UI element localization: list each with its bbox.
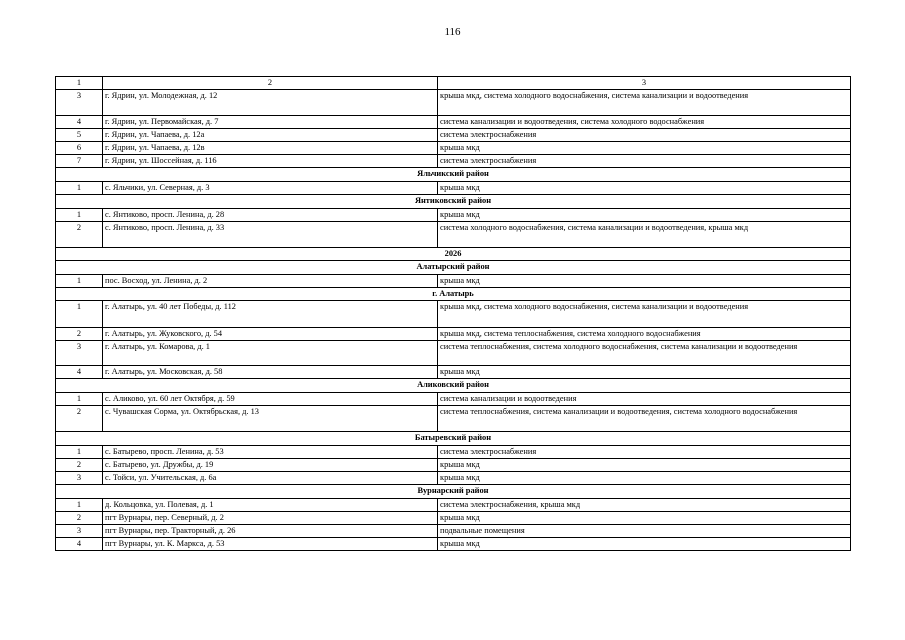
address-cell: г. Алатырь, ул. Жуковского, д. 54: [103, 328, 438, 341]
page-number: 116: [444, 26, 461, 38]
address-cell: с. Янтиково, просп. Ленина, д. 33: [103, 222, 438, 248]
work-type-cell: система канализации и водоотведения: [438, 393, 851, 406]
work-type-cell: система электроснабжения: [438, 155, 851, 168]
work-type-cell: система электроснабжения, крыша мкд: [438, 499, 851, 512]
work-type-cell: крыша мкд: [438, 538, 851, 551]
work-type-cell: система теплоснабжения, система канализации и водоотведения, система холодного водоснабжения: [438, 406, 851, 432]
address-cell: г. Ядрин, ул. Чапаева, д. 12в: [103, 142, 438, 155]
table-row: [56, 155, 851, 168]
row-number-cell: 1: [56, 393, 103, 406]
work-type-cell: система холодного водоснабжения, система канализации и водоотведения, крыша мкд: [438, 222, 851, 248]
address-cell: пгт Вурнары, пер. Тракторный, д. 26: [103, 525, 438, 538]
row-number-cell: 4: [56, 538, 103, 551]
section-header-row: [56, 288, 851, 301]
table-row: [56, 538, 851, 551]
row-number-cell: 1: [56, 499, 103, 512]
address-cell: с. Янтиково, просп. Ленина, д. 28: [103, 209, 438, 222]
table-row: [56, 209, 851, 222]
work-type-cell: система электроснабжения: [438, 129, 851, 142]
section-header-row: [56, 248, 851, 261]
row-number-cell: 1: [56, 275, 103, 288]
work-type-cell: крыша мкд: [438, 275, 851, 288]
work-type-cell: крыша мкд: [438, 209, 851, 222]
table-row: [56, 328, 851, 341]
address-cell: пгт Вурнары, пер. Северный, д. 2: [103, 512, 438, 525]
column-header-1: 1: [56, 77, 103, 90]
section-header-row: [56, 485, 851, 499]
address-cell: с. Тойси, ул. Учительская, д. 6а: [103, 472, 438, 485]
row-number-cell: 3: [56, 90, 103, 116]
table-row: [56, 275, 851, 288]
table-row: [56, 393, 851, 406]
address-cell: г. Ядрин, ул. Шоссейная, д. 116: [103, 155, 438, 168]
work-type-cell: система канализации и водоотведения, система холодного водоснабжения: [438, 116, 851, 129]
section-title: Яльчикский район: [56, 168, 851, 182]
table-row: [56, 459, 851, 472]
row-number-cell: 1: [56, 446, 103, 459]
section-title: Аликовский район: [56, 379, 851, 393]
address-cell: г. Алатырь, ул. Комарова, д. 1: [103, 341, 438, 366]
section-title: г. Алатырь: [56, 288, 851, 301]
row-number-cell: 4: [56, 116, 103, 129]
row-number-cell: 5: [56, 129, 103, 142]
row-number-cell: 2: [56, 222, 103, 248]
address-cell: г. Ядрин, ул. Первомайская, д. 7: [103, 116, 438, 129]
address-cell: г. Ядрин, ул. Молодежная, д. 12: [103, 90, 438, 116]
row-number-cell: 2: [56, 406, 103, 432]
address-cell: д. Кольцовка, ул. Полевая, д. 1: [103, 499, 438, 512]
work-type-cell: подвальные помещения: [438, 525, 851, 538]
table-row: [56, 499, 851, 512]
table-row: [56, 116, 851, 129]
section-header-row: [56, 379, 851, 393]
address-cell: пос. Восход, ул. Ленина, д. 2: [103, 275, 438, 288]
section-header-row: [56, 432, 851, 446]
section-title: 2026: [56, 248, 851, 261]
table-row: [56, 341, 851, 366]
work-type-cell: крыша мкд, система холодного водоснабжения, система канализации и водоотведения: [438, 90, 851, 116]
address-cell: с. Яльчики, ул. Северная, д. 3: [103, 182, 438, 195]
address-cell: с. Аликово, ул. 60 лет Октября, д. 59: [103, 393, 438, 406]
table-row: [56, 142, 851, 155]
address-cell: с. Батырево, просп. Ленина, д. 53: [103, 446, 438, 459]
work-type-cell: система электроснабжения: [438, 446, 851, 459]
row-number-cell: 1: [56, 301, 103, 328]
section-title: Алатырский район: [56, 261, 851, 275]
table-row: [56, 525, 851, 538]
address-cell: пгт Вурнары, ул. К. Маркса, д. 53: [103, 538, 438, 551]
table-row: [56, 182, 851, 195]
row-number-cell: 7: [56, 155, 103, 168]
address-cell: с. Батырево, ул. Дружбы, д. 19: [103, 459, 438, 472]
address-cell: г. Алатырь, ул. 40 лет Победы, д. 112: [103, 301, 438, 328]
table-row: [56, 301, 851, 328]
row-number-cell: 6: [56, 142, 103, 155]
section-header-row: [56, 168, 851, 182]
work-type-cell: крыша мкд, система теплоснабжения, система холодного водоснабжения: [438, 328, 851, 341]
table-row: [56, 222, 851, 248]
work-type-cell: крыша мкд: [438, 366, 851, 379]
work-type-cell: крыша мкд: [438, 459, 851, 472]
address-cell: с. Чувашская Сорма, ул. Октябрьская, д. 13: [103, 406, 438, 432]
work-type-cell: крыша мкд: [438, 182, 851, 195]
table-body: [56, 77, 851, 551]
work-type-cell: крыша мкд, система холодного водоснабжения, система канализации и водоотведения: [438, 301, 851, 328]
row-number-cell: 2: [56, 328, 103, 341]
table-row: [56, 129, 851, 142]
table-header-row: [56, 77, 851, 90]
work-type-cell: крыша мкд: [438, 142, 851, 155]
section-title: Батыревский район: [56, 432, 851, 446]
work-type-cell: система теплоснабжения, система холодного водоснабжения, система канализации и водоотведения: [438, 341, 851, 366]
row-number-cell: 1: [56, 209, 103, 222]
table-row: [56, 512, 851, 525]
row-number-cell: 2: [56, 459, 103, 472]
row-number-cell: 3: [56, 341, 103, 366]
section-header-row: [56, 261, 851, 275]
table-row: [56, 90, 851, 116]
row-number-cell: 3: [56, 472, 103, 485]
table-row: [56, 472, 851, 485]
row-number-cell: 4: [56, 366, 103, 379]
section-title: Янтиковский район: [56, 195, 851, 209]
table-row: [56, 406, 851, 432]
address-cell: г. Ядрин, ул. Чапаева, д. 12а: [103, 129, 438, 142]
table-row: [56, 446, 851, 459]
column-header-3: 3: [438, 77, 851, 90]
row-number-cell: 3: [56, 525, 103, 538]
work-type-cell: крыша мкд: [438, 472, 851, 485]
section-title: Вурнарский район: [56, 485, 851, 499]
row-number-cell: 1: [56, 182, 103, 195]
table-row: [56, 366, 851, 379]
work-type-cell: крыша мкд: [438, 512, 851, 525]
section-header-row: [56, 195, 851, 209]
address-cell: г. Алатырь, ул. Московская, д. 58: [103, 366, 438, 379]
row-number-cell: 2: [56, 512, 103, 525]
column-header-2: 2: [103, 77, 438, 90]
repair-schedule-table: [55, 76, 851, 551]
